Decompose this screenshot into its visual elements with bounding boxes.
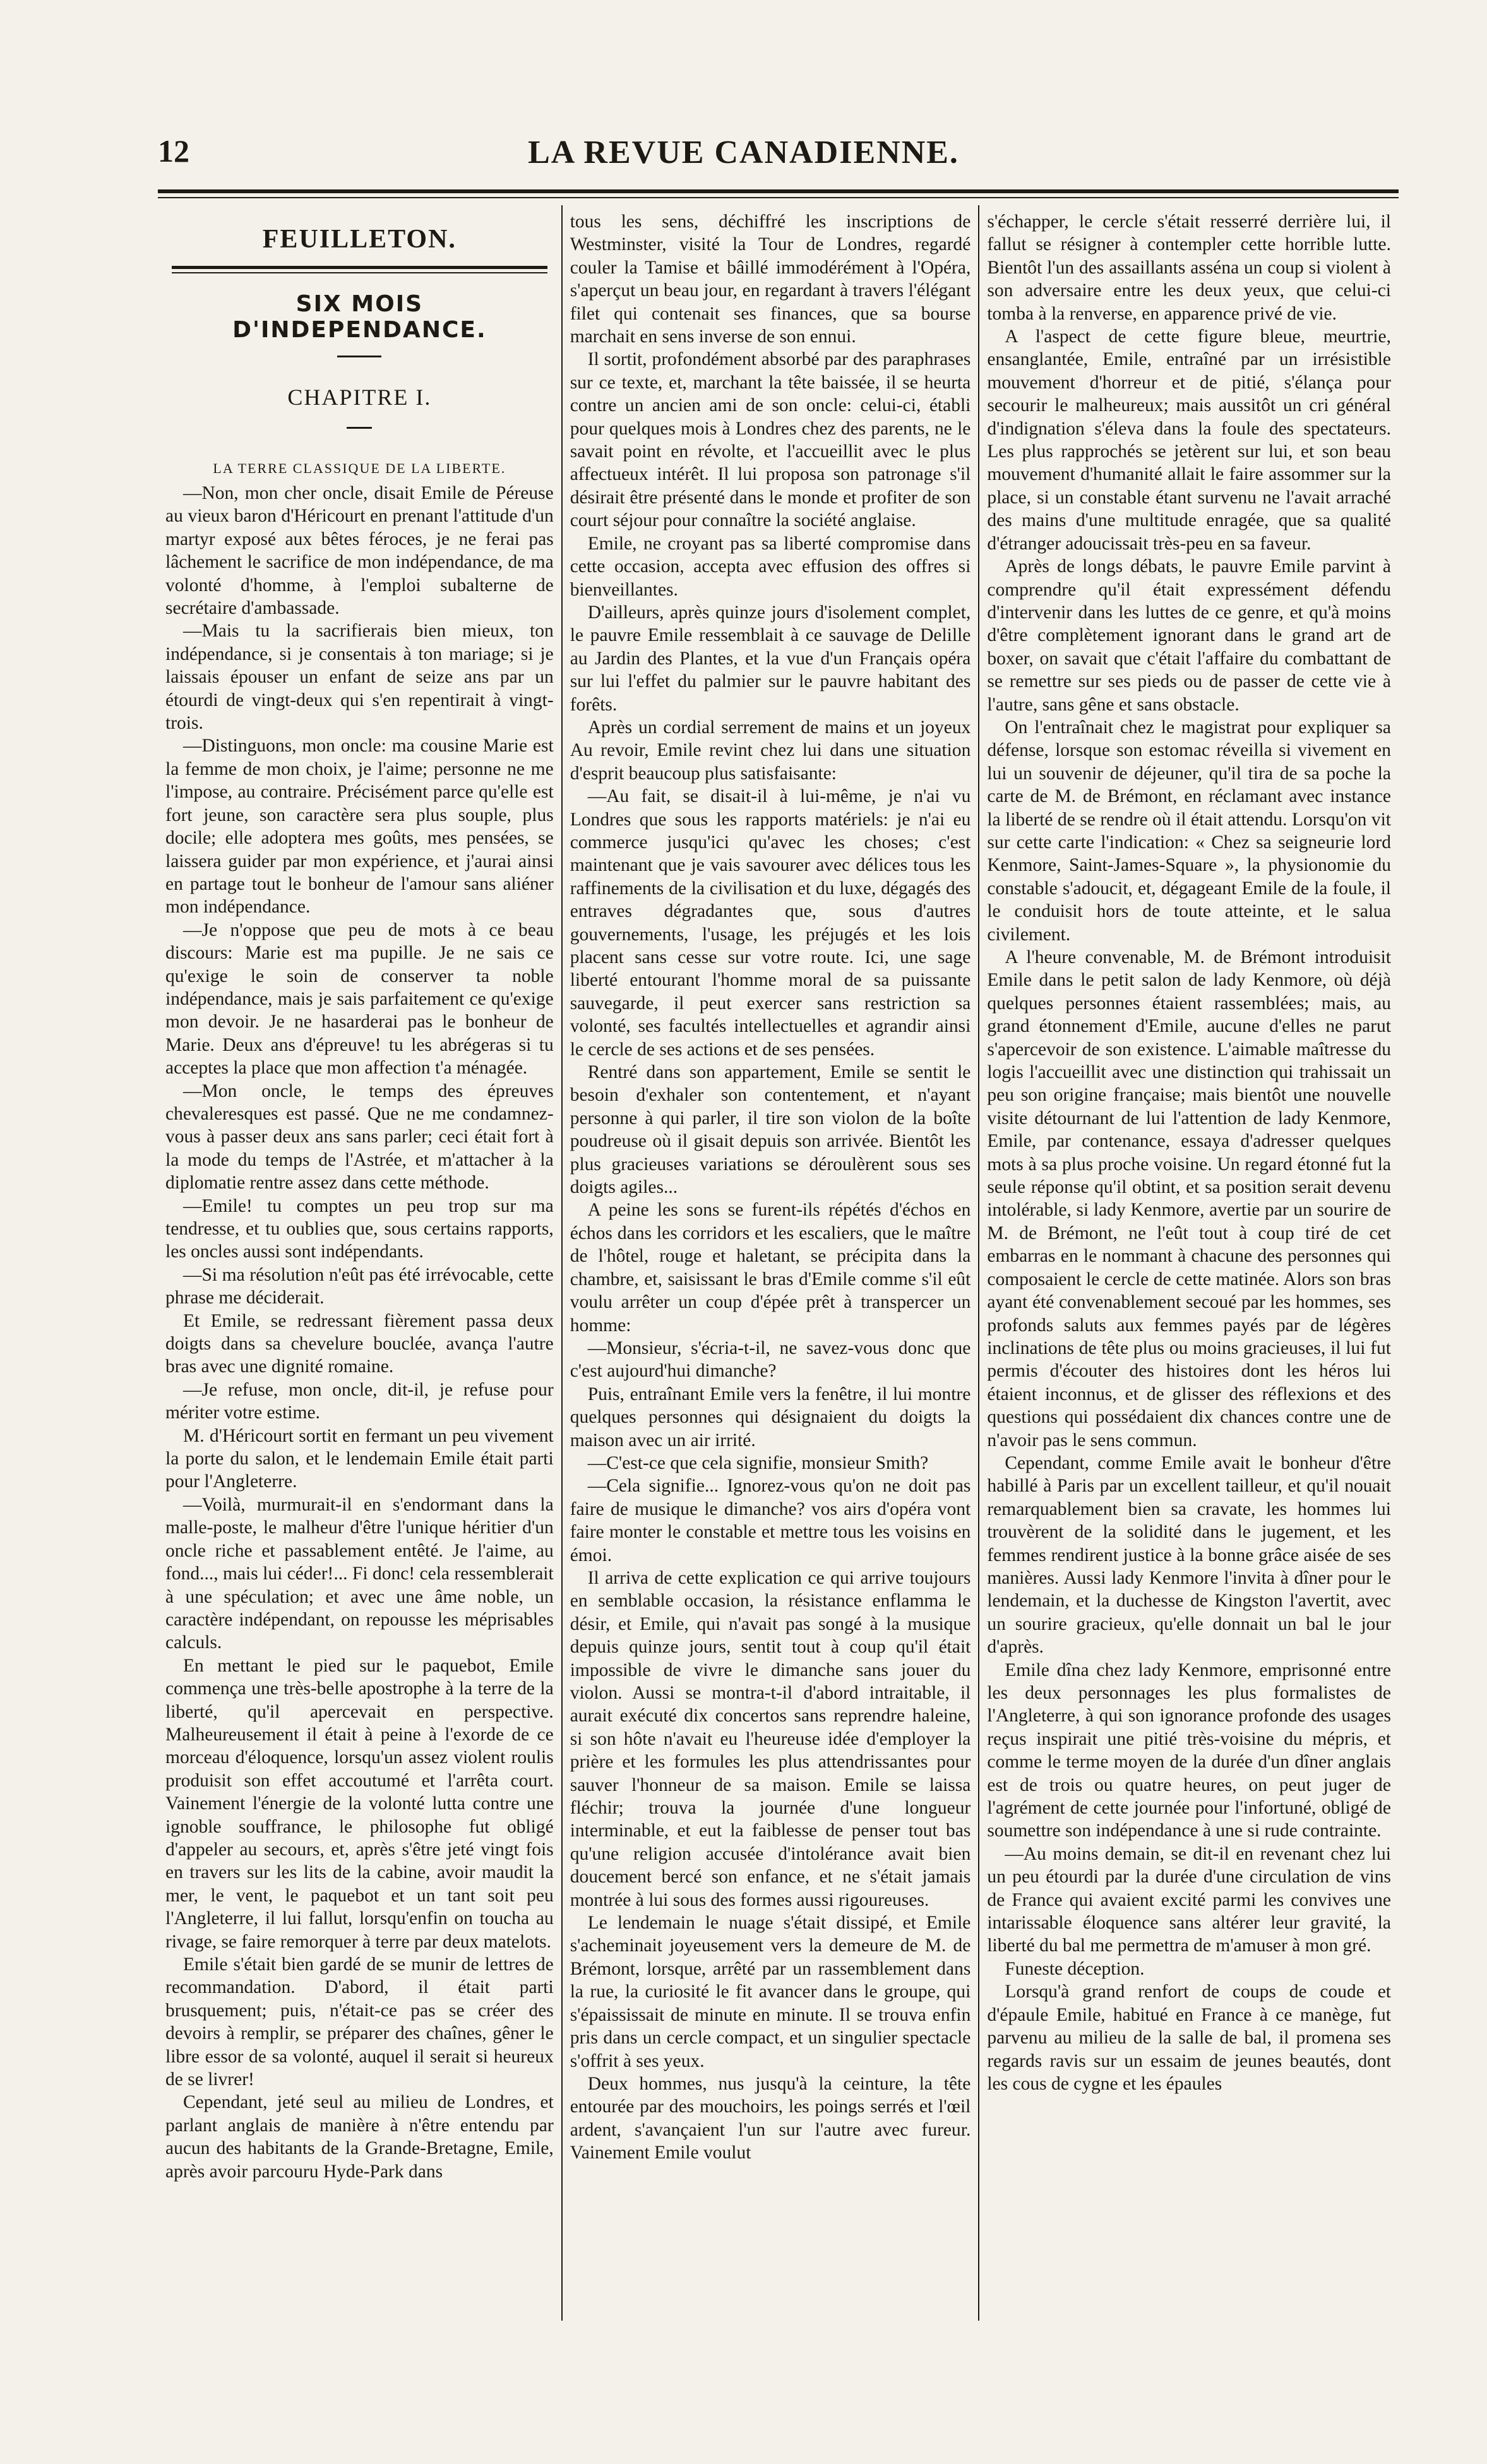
column-3-body [987, 210, 1391, 2095]
column3-paragraph: A l'aspect de cette figure bleue, meurtrie, ensanglantée, Emile, entraîné par un irrésistible mouvement d'horreur et de pitié, s'élança pour secourir le malheureux; mais aussitôt un cri général d'indignation s'éleva dans la foule des spectateurs. Les plus rapprochés se jetèrent sur lui, et son beau mouvement d'humanité allait le faire assommer sur la place, si un constable étant survenu ne l'avait arraché des mains d'une multitude enragée, que sa qualité d'étranger adoucissait très-peu en sa faveur. [987, 326, 1391, 554]
column1-paragraph: —Emile! tu comptes un peu trop sur ma tendresse, et tu oublies que, sous certains rapports, les oncles aussi sont indépendants. [165, 1195, 554, 1262]
column2-paragraph: tous les sens, déchiffré les inscriptions de Westminster, visité la Tour de Londres, regardé couler la Tamise et bâillé immodérément à l'Opéra, s'aperçut un beau jour, en regardant à travers l'élégant filet qui contenait ses finances, que sa bourse marchait en sens inverse de son ennui. [570, 212, 971, 347]
column1-paragraph: En mettant le pied sur le paquebot, Emile commença une très-belle apostrophe à la terre de la liberté, qu'il apercevait en perspective. Malheureusement il était à peine à l'exorde de ce morceau d'éloquence, lorsqu'un assez violent roulis produisit son effet accoutumé et l'arrêta court. Vainement l'énergie de la volonté lutta contre une ignoble souffrance, le philosophe fut obligé d'appeler au secours, et, après s'être jeté vingt fois en travers sur les lits de la cabine, avoir maudit la mer, le vent, le paquebot et un tant soit peu l'Angleterre, il lui fallut, lorsqu'enfin on toucha au rivage, se faire remorquer à terre par deux matelots. [165, 1655, 554, 1952]
column1-paragraph: Emile s'était bien gardé de se munir de lettres de recommandation. D'abord, il était parti brusquement; puis, n'était-ce pas se créer des devoirs à remplir, se préparer des chaînes, gêner le libre essor de sa volonté, auquel il serait si heureux de se livrer! [165, 1954, 554, 2090]
title-rule [337, 356, 381, 357]
column3-paragraph: s'échapper, le cercle s'était resserré derrière lui, il fallut se résigner à contempler cette horrible lutte. Bientôt l'un des assaillants asséna un coup si violent à son adversaire entre les deux yeux, que celui-ci tomba à la renverse, en apparence privé de vie. [987, 212, 1391, 324]
column2-paragraph: Rentré dans son appartement, Emile se sentit le besoin d'exhaler son contentement, et n'ayant personne à qui parler, il tire son violon de la boîte poudreuse où il gisait depuis son arrivée. Bientôt les plus gracieuses variations se déroulèrent sous ses doigts agiles... [570, 1062, 971, 1198]
text-columns [158, 205, 1399, 2321]
column2-paragraph: Après un cordial serrement de mains et un joyeux Au revoir, Emile revint chez lui dans une situation d'esprit beaucoup plus satisfaisante: [570, 717, 971, 784]
column3-paragraph: Après de longs débats, le pauvre Emile parvint à comprendre qu'il était expressément défendu d'intervenir dans les luttes de ce genre, et qu'à moins d'être complètement ignorant dans le grand art de boxer, on savait que c'était l'affaire du combattant de se remettre sur ses pieds ou de passer de cette vie à l'autre, sans gêne et sans obstacle. [987, 556, 1391, 715]
column2-paragraph: —Cela signifie... Ignorez-vous qu'on ne doit pas faire de musique le dimanche? vos airs d'opéra vont faire monter le constable et mettre tous les voisins en émoi. [570, 1476, 971, 1565]
column2-paragraph: A peine les sons se furent-ils répétés d'échos en échos dans les corridors et les escaliers, que le maître de l'hôtel, rouge et haletant, se précipita dans la chambre, et, saisissant le bras d'Emile comme s'il eût voulu arrêter un coup d'épée prêt à transpercer un homme: [570, 1200, 971, 1336]
column-2 [563, 205, 979, 2321]
feuilleton-rule-thick [172, 266, 547, 269]
column1-paragraph: —Non, mon cher oncle, disait Emile de Péreuse au vieux baron d'Héricourt en prenant l'attitude d'un martyr exposé aux bêtes féroces, je ne ferai pas lâchement le sacrifice de mon indépendance, de ma volonté d'homme, à l'emploi subalterne de secrétaire d'ambassade. [165, 483, 554, 619]
feuilleton-label: FEUILLETON. [262, 225, 457, 254]
column3-paragraph: Cependant, comme Emile avait le bonheur d'être habillé à Paris par un excellent tailleur, et qu'il nouait remarquablement bien sa cravate, les hommes lui trouvèrent de la solidité dans le jugement, et les femmes rendirent justice à la bonne grâce aisée de ses manières. Aussi lady Kenmore l'invita à dîner pour le lendemain, et la duchesse de Kingston l'avertit, avec un sourire gracieux, qu'elle donnait un bal le jour d'après. [987, 1452, 1391, 1658]
column1-paragraph: M. d'Héricourt sortit en fermant un peu vivement la porte du salon, et le lendemain Emile était parti pour l'Angleterre. [165, 1425, 554, 1492]
column-2-body [570, 210, 971, 2165]
column2-paragraph: Il arriva de cette explication ce qui arrive toujours en semblable occasion, la résistance enflamma le désir, et Emile, qui n'avait pas songé à la musique depuis quinze jours, sentit tout à coup qu'il était impossible de vivre le dimanche sans jouer du violon. Aussi se montra-t-il d'abord intraitable, il aurait exécuté dix concertos sans reprendre haleine, si son hôte n'avait eu l'heureuse idée d'employer la prière et les formules les plus attendrissantes pour sauver l'honneur de sa maison. Emile se laissa fléchir; trouva la journée d'une longueur interminable, et eut la faiblesse de penser tout bas qu'une religion accusée d'intolérance avait bien doucement bercé son enfance, et ne s'était jamais montrée à lui sous des formes aussi rigoureuses. [570, 1567, 971, 1910]
header-rule-thick [158, 189, 1399, 193]
column1-paragraph: —Mon oncle, le temps des épreuves chevaleresques est passé. Que ne me condamnez-vous à passer deux ans sans parler; ceci était fort à la mode du temps de l'Astrée, et m'attacher à la diplomatie rentre assez dans cette méthode. [165, 1080, 554, 1193]
column2-paragraph: —Au fait, se disait-il à lui-même, je n'ai vu Londres que sous les rapports matériels: je n'ai eu commerce jusqu'ici qu'avec les choses; c'est maintenant que je vais savourer avec délices tous les raffinements de la civilisation et du luxe, dégagés des entraves dégradantes que, sous d'autres gouvernements, l'usage, les préjugés et les lois placent sans cesse sur votre route. Ici, une sage liberté entourant l'homme moral de sa puissante sauvegarde, il peut exercer sans restriction sa volonté, ses facultés intellectuelles et agrandir ainsi le cercle de ses actions et de ses pensées. [570, 786, 971, 1060]
feuilleton-rule-thin [172, 272, 547, 273]
column3-paragraph: A l'heure convenable, M. de Brémont introduisit Emile dans le petit salon de lady Kenmore, où déjà quelques personnes étaient rassemblées; mais, au grand étonnement d'Emile, aucune d'elles ne parut s'apercevoir de son existence. L'aimable maîtresse du logis l'accueillit avec une distinction qui trahissait un peu son origine française; mais bientôt une nouvelle visite détournant de lui l'attention de lady Kenmore, Emile, par contenance, essaya d'adresser quelques mots à sa plus proche voisine. Un regard étonné fut la seule réponse qu'il obtint, et sa position serait devenu intolérable, si lady Kenmore, avertie par un sourire de M. de Brémont, ne l'eût tout à coup tiré de cet embarras en le nommant à chacune des personnes qui composaient le cercle de cette matinée. Alors son bras ayant été convenablement secoué par les hommes, ses profonds saluts aux femmes payés par de légères inclinations de tête plus ou moins gracieuses, il lui fut permis d'écouter des histoires dont les héros lui étaient inconnus, et de glisser des réflexions et des questions qui possédaient dix chances contre une de n'avoir pas le sens commun. [987, 947, 1391, 1450]
column-1 [158, 205, 561, 2321]
column2-paragraph: Il sortit, profondément absorbé par des paraphrases sur ce texte, et, marchant la tête baissée, il se heurta contre un ancien ami de son oncle: celui-ci, établi pour quelques mois à Londres chez des parents, ne le savait point en révolte, et l'accueillit avec le plus affectueux intérêt. Il lui proposa son patronage s'il désirait être présenté dans le monde et profiter de son court séjour pour connaître la société anglaise. [570, 349, 971, 531]
column1-paragraph: Cependant, jeté seul au milieu de Londres, et parlant anglais de manière à n'être entendu par aucun des habitants de la Grande-Bretagne, Emile, après avoir parcouru Hyde-Park dans [165, 2092, 554, 2182]
column1-paragraph: —Je refuse, mon oncle, dit-il, je refuse pour mériter votre estime. [165, 1379, 554, 1423]
column3-paragraph: Funeste déception. [1005, 1958, 1145, 1979]
column2-paragraph: Puis, entraînant Emile vers la fenêtre, il lui montre quelques personnes qui désignaient du doigts la maison avec un air irrité. [570, 1384, 971, 1450]
column3-paragraph: Lorsqu'à grand renfort de coups de coude et d'épaule Emile, habitué en France à ce manège, fut parvenu au milieu de la salle de bal, il promena ses regards ravis sur un essaim de jeunes beautés, dont les cous de cygne et les épaules [987, 1982, 1391, 2094]
column1-paragraph: —Voilà, murmurait-il en s'endormant dans la malle-poste, le malheur d'être l'unique héritier d'un oncle riche et passablement entêté. Je l'aime, au fond..., mais lui céder!... Fi donc! cela ressemblerait à une spéculation; et avec une âme noble, un caractère indépendant, on repousse les méprisables calculs. [165, 1494, 554, 1653]
column1-paragraph: —Je n'oppose que peu de mots à ce beau discours: Marie est ma pupille. Je ne sais ce qu'exige le soin de conserver ta noble indépendance, mais je sais parfaitement ce qu'exige mon devoir. Je ne hasarderai pas le bonheur de Marie. Deux ans d'épreuve! tu les abrégeras si tu acceptes la place que mon affection t'a ménagée. [165, 919, 554, 1079]
column2-paragraph: Le lendemain le nuage s'était dissipé, et Emile s'acheminait joyeusement vers la demeure de M. de Brémont, lorsque, arrêté par un rassemblement dans la rue, la curiosité le fit avancer dans le groupe, qui s'épaississait de minute en minute. Il se trouva enfin pris dans un cercle compact, et un singulier spectacle s'offrit à ses yeux. [570, 1913, 971, 2071]
column1-paragraph: —Si ma résolution n'eût pas été irrévocable, cette phrase me déciderait. [165, 1264, 554, 1308]
column1-paragraph: —Distinguons, mon oncle: ma cousine Marie est la femme de mon choix, je l'aime; personne ne me l'impose, au contraire. Précisément parce qu'elle est fort jeune, son caractère sera plus souple, plus docile; elle adoptera mes goûts, mes pensées, se laissera guider par mon expérience, et j'aurai ainsi en partage tout le bonheur de l'amour sans aliéner mon indépendance. [165, 736, 554, 918]
column2-paragraph: —C'est-ce que cela signifie, monsieur Smith? [587, 1452, 929, 1473]
column1-paragraph: Et Emile, se redressant fièrement passa deux doigts dans sa chevelure bouclée, avança l'autre bras avec une dignité romaine. [165, 1310, 554, 1377]
story-title: SIX MOIS D'INDEPENDANCE. [232, 291, 487, 343]
column2-paragraph: —Monsieur, s'écria-t-il, ne savez-vous donc que c'est aujourd'hui dimanche? [570, 1337, 971, 1382]
column2-paragraph: Deux hommes, nus jusqu'à la ceinture, la tête entourée par des mouchoirs, les poings serrés et l'œil ardent, s'avançaient l'un sur l'autre avec fureur. Vainement Emile voulut [570, 2073, 971, 2163]
column3-paragraph: Emile dîna chez lady Kenmore, emprisonné entre les deux personnages les plus formalistes de l'Angleterre, à qui son ignorance profonde des usages reçus inspirait une pitié très-voisine du mépris, et comme le terme moyen de la durée d'un dîner anglais est de trois ou quatre heures, on peut juger de l'agrément de cette journée pour l'infortuné, obligé de soumettre son indépendance à une si rude contrainte. [987, 1660, 1391, 1841]
column3-paragraph: —Au moins demain, se dit-il en revenant chez lui un peu étourdi par la durée d'une circulation de vins de France qui avaient excité parmi les convives une intarissable éloquence sans altérer leur gravité, la liberté du bal me permettra de m'amuser à mon gré. [987, 1843, 1391, 1956]
header-rule-thin [158, 197, 1399, 198]
running-title: LA REVUE CANADIENNE. [528, 135, 959, 170]
chapter-subtitle: LA TERRE CLASSIQUE DE LA LIBERTE. [213, 460, 506, 476]
column2-paragraph: Emile, ne croyant pas sa liberté compromise dans cette occasion, accepta avec effusion des offres si bienveillantes. [570, 533, 971, 600]
column1-paragraph: —Mais tu la sacrifierais bien mieux, ton indépendance, si je consentais à ton mariage; si je laissais épouser un enfant de seize ans par un étourdi de vingt-deux qui s'en repentirait à vingt-trois. [165, 621, 554, 734]
column-3 [979, 205, 1399, 2321]
page-number: 12 [158, 133, 189, 169]
column3-paragraph: On l'entraînait chez le magistrat pour expliquer sa défense, lorsque son estomac réveilla si vivement en lui un souvenir de déjeuner, qu'il tira de sa poche la carte de M. de Brémont, en réclamant avec instance la liberté de se rendre où il était attendu. Lorsqu'on vit sur cette carte l'indication: « Chez sa seigneurie lord Kenmore, Saint-James-Square », la physionomie du constable s'adoucit, et, dégageant Emile de la foule, il le conduisit hors de toute atteinte, et le salua civilement. [987, 717, 1391, 945]
column2-paragraph: D'ailleurs, après quinze jours d'isolement complet, le pauvre Emile ressemblait à ce sauvage de Delille au Jardin des Plantes, et la vue d'un Français opéra sur lui l'effet du palmier sur le pauvre habitant des forêts. [570, 602, 971, 715]
chapter-heading: CHAPITRE I. [287, 385, 432, 410]
column-1-body [165, 482, 554, 2183]
chapter-dash [347, 427, 372, 429]
